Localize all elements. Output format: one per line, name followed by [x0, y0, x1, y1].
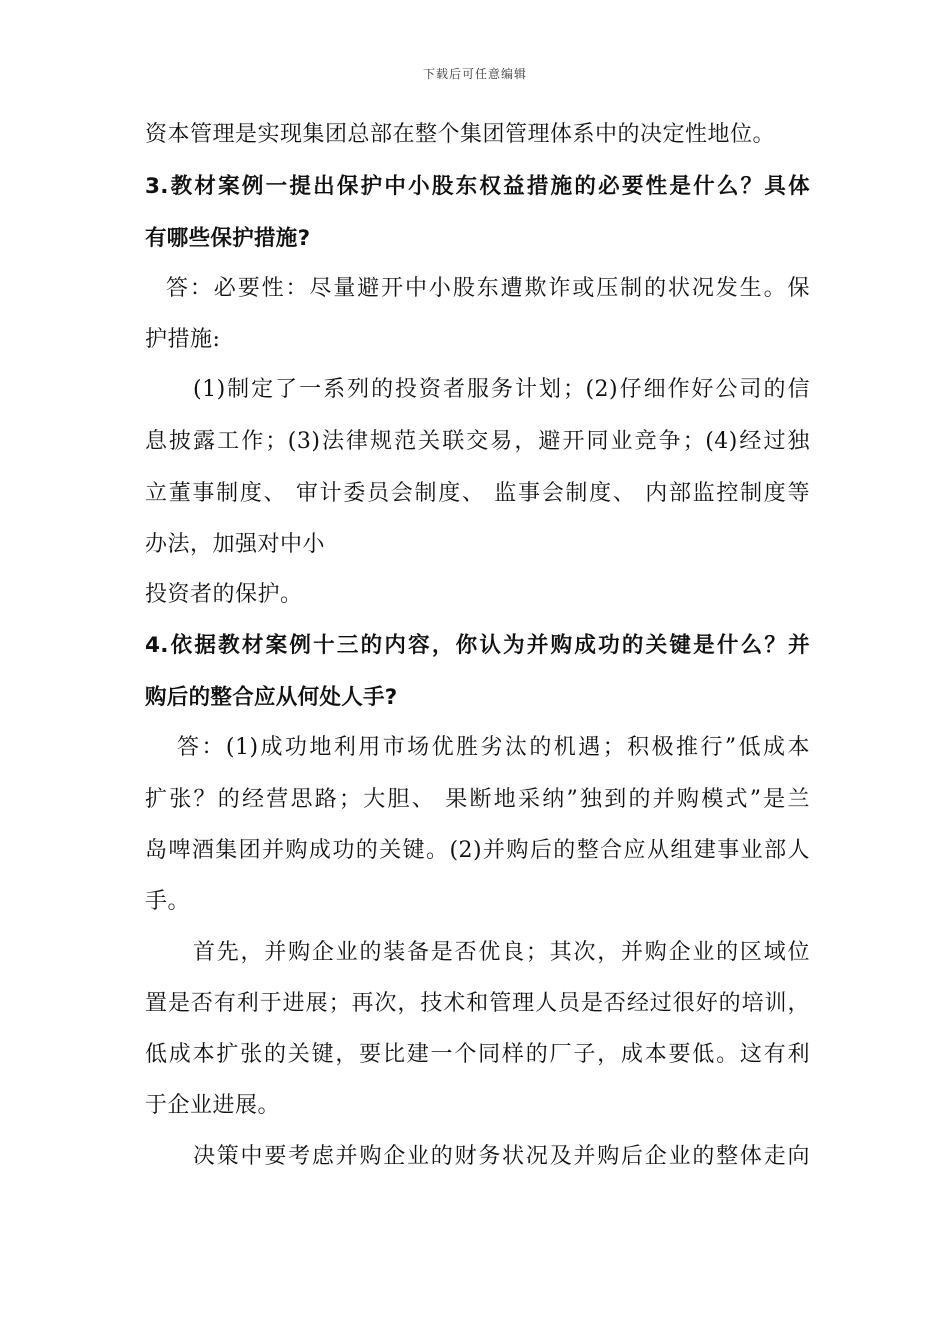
answer-3-line-2: 护措施:: [145, 327, 221, 352]
answer-4-line-1: 答：(1)成功地利用市场优胜劣汰的机遇；积极推行”低成本: [177, 735, 810, 760]
answer-3-measures-line-3: 立董事制度、 审计委员会制度、 监事会制度、 内部监控制度等: [145, 481, 810, 506]
answer-3-measures-line-4: 办法，加强对中小: [145, 532, 326, 557]
paragraph-first-line-1: 首先，并购企业的装备是否优良；其次，并购企业的区域位: [193, 940, 810, 965]
answer-3-measures-line-2: 息披露工作；(3)法律规范关联交易，避开同业竞争；(4)经过独: [145, 429, 810, 454]
paragraph-decision-line-1: 决策中要考虑并购企业的财务状况及并购后企业的整体走向: [193, 1144, 810, 1169]
answer-4-line-3: 岛啤酒集团并购成功的关键。(2)并购后的整合应从组建事业部人: [145, 838, 810, 863]
answer-3-measures-line-5: 投资者的保护。: [145, 582, 303, 607]
page-header: 下载后可任意编辑: [422, 67, 527, 81]
answer-4-line-2: 扩张？的经营思路；大胆、 果断地采纳”独到的并购模式”是兰: [145, 787, 810, 812]
question-3-line-2: 有哪些保护措施?: [145, 226, 311, 251]
paragraph-first-line-3: 低成本扩张的关键，要比建一个同样的厂子，成本要低。这有利: [145, 1042, 810, 1067]
paragraph-first-line-2: 置是否有利于进展；再次，技术和管理人员是否经过很好的培训，: [145, 991, 810, 1016]
question-4-line-1: 4.依据教材案例十三的内容，你认为并购成功的关键是什么？并: [145, 633, 810, 658]
answer-3-line-1: 答：必要性：尽量避开中小股东遭欺诈或压制的状况发生。保: [166, 276, 810, 301]
answer-4-line-4: 手。: [145, 889, 191, 914]
question-3-line-1: 3.教材案例一提出保护中小股东权益措施的必要性是什么？具体: [145, 174, 810, 199]
paragraph-first-line-4: 于企业进展。: [145, 1093, 281, 1118]
answer-3-measures-line-1: (1)制定了一系列的投资者服务计划；(2)仔细作好公司的信: [193, 377, 810, 402]
question-4-line-2: 购后的整合应从何处人手?: [145, 685, 398, 710]
paragraph-line: 资本管理是实现集团总部在整个集团管理体系中的决定性地位。: [145, 122, 776, 147]
